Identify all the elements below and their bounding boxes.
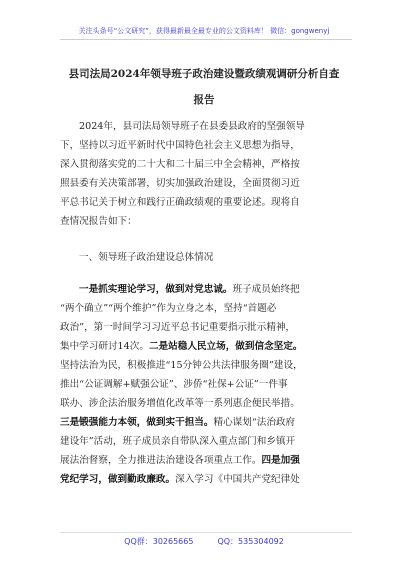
body-text: 精心谋划“法治政府 xyxy=(213,417,296,428)
body-line xyxy=(60,416,352,430)
bold-lead-4-cont: 党纪学习，做到勤政廉政。 xyxy=(60,474,176,485)
body-line: 政治”，第一时间学习习近平总书记重要指示批示精神， xyxy=(60,322,296,333)
bold-lead-3: 三是锻强能力本领，做到实干担当。 xyxy=(60,417,214,428)
body-line: 查情况报告如下： xyxy=(60,216,137,227)
body-line xyxy=(60,473,352,487)
bold-lead-4: 四是加强 xyxy=(261,455,300,466)
body-line: 照县委有关决策部署，切实加强政治建设，全面贯彻习近 xyxy=(60,178,300,189)
document-title-line1: 县司法局2024年领导班子政治建设暨政绩观调研分析自查 xyxy=(68,68,340,80)
section-heading: 一、领导班子政治建设总体情况 xyxy=(79,252,214,263)
contact-footer xyxy=(0,536,408,547)
body-line: 下，坚持以习近平新时代中国特色社会主义思想为指导， xyxy=(60,140,300,151)
body-line: 平总书记关于树立和践行正确政绩观的重要论述。现将自 xyxy=(60,197,300,208)
bold-lead-2: 二是站稳人民立场，做到信念坚定。 xyxy=(148,341,303,352)
bold-lead-1: 一是抓实理论学习，做到对党忠诚。 xyxy=(79,284,233,295)
body-line: “两个确立”“两个维护”作为立身之本，坚持“首题必 xyxy=(60,303,277,314)
qq-group-text: QQ群：30265665 xyxy=(124,537,194,546)
body-line: 深入贯彻落实党的二十大和二十届三中全会精神，严格按 xyxy=(60,159,300,170)
body-line: 联办、涉企法治服务增值化改革等一系列惠企便民举措。 xyxy=(60,398,300,409)
body-line xyxy=(60,283,352,297)
body-line xyxy=(60,340,352,354)
body-line: 坚持法治为民，积极推进“15分钟公共法律服务圈”建设， xyxy=(60,360,303,371)
body-text: 深入学习《中国共产党纪律处 xyxy=(175,474,300,485)
footer-divider xyxy=(60,532,352,533)
body-text: 集中学习研讨14次。 xyxy=(60,341,149,352)
body-line: 建设年”活动，班子成员亲自带队深入重点部门和乡镇开 xyxy=(60,436,296,447)
promo-header: 关注头条号“公文研究”，获得最新最全最专业的公文资料库！ 微信：gongwenyj xyxy=(78,27,330,35)
header-divider xyxy=(60,39,352,40)
body-text: 展法治督察，全力推进法治建设各项重点工作。 xyxy=(60,455,262,466)
body-line: 2024年，县司法局领导班子在县委县政府的坚强领导 xyxy=(79,121,305,132)
qq-number-text: QQ：535304092 xyxy=(217,537,284,546)
body-line: 推出“公证调解+赋强公证”、涉侨“社保+公证”一件事 xyxy=(60,379,288,390)
document-title-line2: 报告 xyxy=(193,94,215,106)
body-text: 班子成员始终把 xyxy=(232,284,300,295)
body-line xyxy=(60,454,352,468)
